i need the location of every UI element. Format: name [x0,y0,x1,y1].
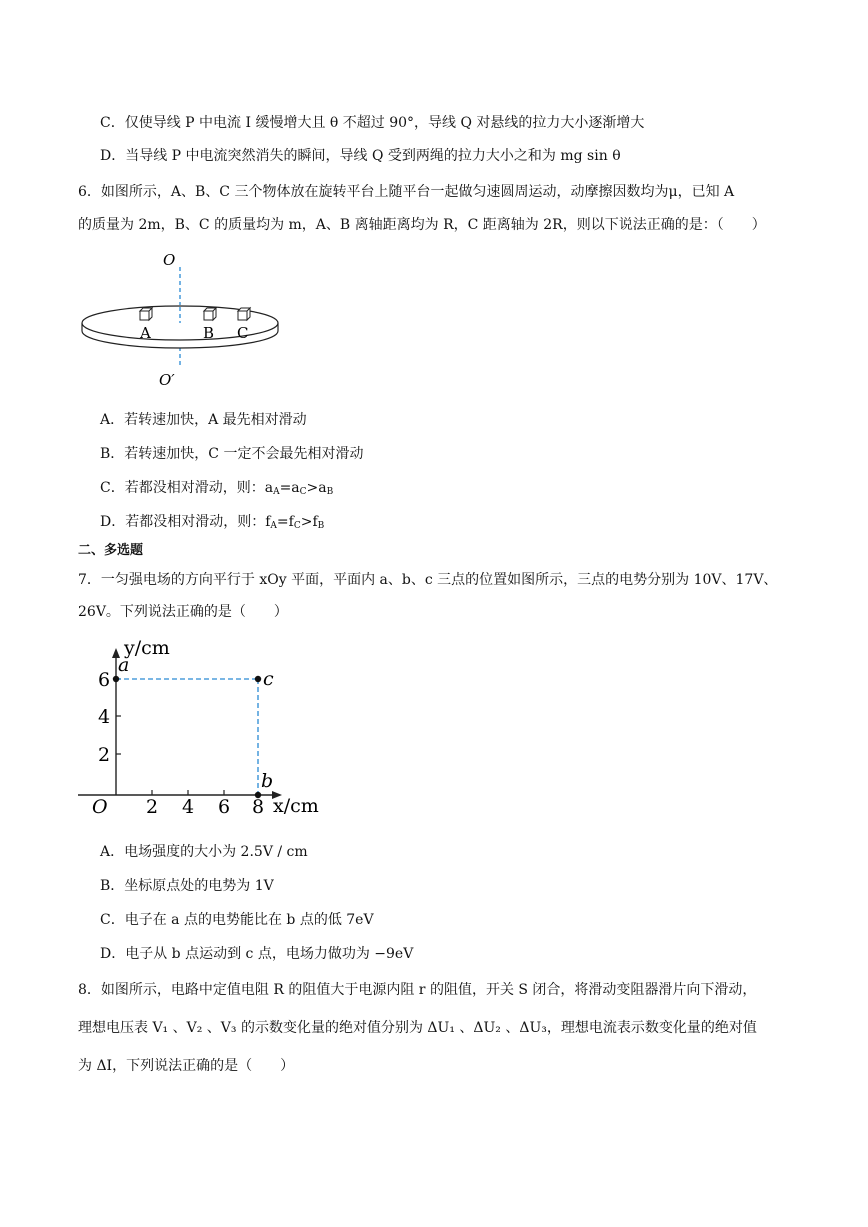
q6-option-c: C．若都没相对滑动，则：$a_A=a_C>a_B$ [100,480,334,497]
axis-top-label: O [163,251,176,269]
q6-stem-line2: 的质量为 2m，B、C 的质量均为 m，A、B 离轴距离均为 R，C 距离轴为 2R，则以下说法正确的是：（ ） [78,217,766,233]
axis-bottom-label: O′ [159,371,175,389]
x-tick-8: 8 [252,796,265,818]
x-tick-2: 2 [146,796,159,818]
q5-option-c: C．仅使导线 P 中电流 I 缓慢增大且 θ 不超过 90°，导线 Q 对悬线的拉力大小逐渐增大 [100,115,645,131]
block-c [238,308,250,320]
x-tick-4: 4 [182,796,195,818]
q6-option-a: A．若转速加快，A 最先相对滑动 [100,412,307,428]
q6-option-d: D．若都没相对滑动，则：$f_A=f_C>f_B$ [100,514,325,531]
y-axis-label: y/cm [124,637,170,659]
y-tick-2: 2 [98,744,111,766]
label-c: C [237,324,249,342]
q7-stem-line2: 26V。下列说法正确的是（ ） [78,604,288,620]
point-a-dot [113,676,119,682]
point-c-label: c [263,668,274,690]
q6-stem-line1: 6．如图所示，A、B、C 三个物体放在旋转平台上随平台一起做匀速圆周运动，动摩擦因数均为μ，已知 A [78,184,735,200]
point-c-dot [255,676,261,682]
block-b [204,308,216,320]
point-a-label: a [118,654,130,676]
q8-stem-line3: 为 ΔI，下列说法正确的是（ ） [78,1058,295,1074]
x-tick-6: 6 [218,796,231,818]
q5-option-d: D．当导线 P 中电流突然消失的瞬间，导线 Q 受到两绳的拉力大小之和为 mg sin θ [100,148,621,164]
y-tick-4: 4 [98,706,111,728]
origin-label: O [92,796,108,818]
q8-stem-line2: 理想电压表 V₁ 、V₂ 、V₃ 的示数变化量的绝对值分别为 ΔU₁ 、ΔU₂ 、ΔU₃，理想电流表示数变化量的绝对值 [78,1020,757,1036]
q7-coordinate-figure [78,630,328,820]
section-heading: 二、多选题 [78,543,144,558]
x-axis-label: x/cm [273,795,319,817]
point-b-label: b [261,770,274,792]
q7-option-a: A．电场强度的大小为 2.5V / cm [100,844,308,860]
q7-option-c: C．电子在 a 点的电势能比在 b 点的低 7eV [100,912,374,928]
q7-option-d: D．电子从 b 点运动到 c 点，电场力做功为 −9eV [100,946,414,962]
label-a: A [140,324,151,342]
q7-option-b: B．坐标原点处的电势为 1V [100,878,274,894]
label-b: B [203,324,215,342]
q6-turntable-figure [70,245,300,395]
q7-stem-line1: 7．一匀强电场的方向平行于 xOy 平面，平面内 a、b、c 三点的位置如图所示，三点的电势分别为 10V、17V、 [78,572,778,588]
block-a [140,308,152,320]
q8-stem-line1: 8．如图所示，电路中定值电阻 R 的阻值大于电源内阻 r 的阻值，开关 S 闭合，将滑动变阻器滑片向下滑动， [78,982,757,998]
y-tick-6: 6 [98,669,111,691]
q6-option-b: B．若转速加快，C 一定不会最先相对滑动 [100,446,364,462]
